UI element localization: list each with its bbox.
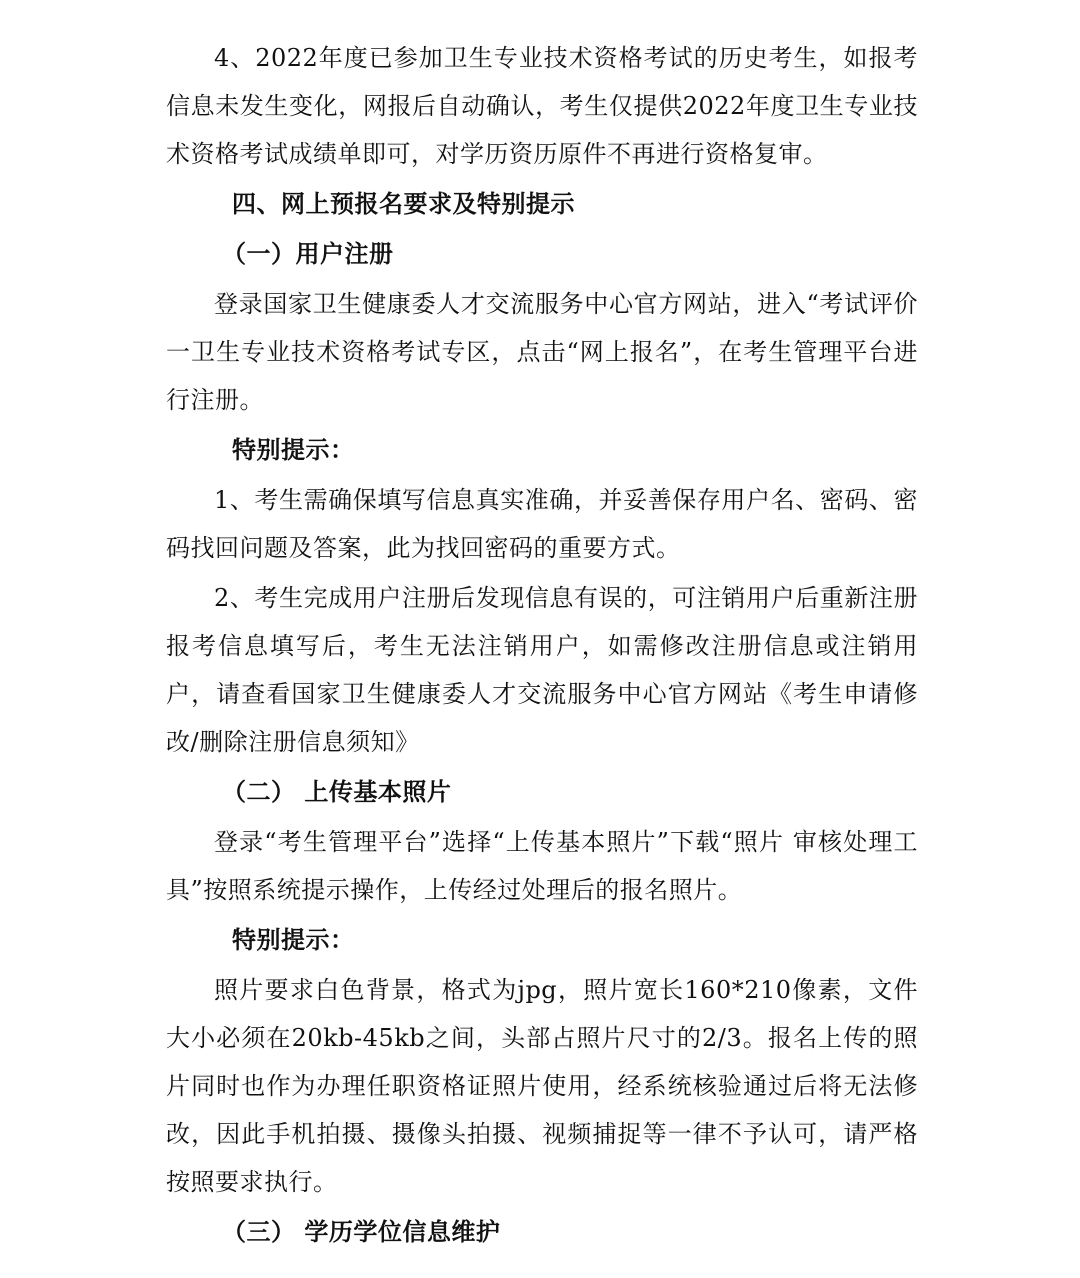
paragraph-upload-photo-body: 登录“考生管理平台”选择“上传基本照片”下载“照片 审核处理工具”按照系统提示操作，上传经过处理后的报名照片。 — [166, 828, 918, 904]
special-tip-heading: 特别提示： — [232, 926, 355, 954]
section-heading: 四、网上预报名要求及特别提示 — [232, 190, 575, 218]
subsection-heading-degree-info: （三） 学历学位信息维护 — [222, 1218, 501, 1246]
document-body — [166, 34, 918, 1258]
subsection-heading-upload-photo: （二） 上传基本照片 — [222, 778, 452, 806]
paragraph-photo-requirements: 照片要求白色背景，格式为jpg，照片宽长160*210像素，文件大小必须在20kb-45kb之间，头部占照片尺寸的2/3。报名上传的照片同时也作为办理任职资格证照片使用，经系统核验通过后将无法修改，因此手机拍摄、摄像头拍摄、视频捕捉等一律不予认可，请严格按照要求执行。 — [166, 976, 918, 1196]
paragraph-registration-body: 登录国家卫生健康委人才交流服务中心官方网站，进入“考试评价一卫生专业技术资格考试专区，点击“网上报名”，在考生管理平台进行注册。 — [166, 290, 918, 414]
paragraph-item-4: 4、2022年度已参加卫生专业技术资格考试的历史考生，如报考信息未发生变化，网报后自动确认，考生仅提供2022年度卫生专业技术资格考试成绩单即可，对学历资历原件不再进行资格复审。 — [166, 44, 918, 168]
paragraph-tip-item-1: 1、考生需确保填写信息真实准确，并妥善保存用户名、密码、密码找回问题及答案，此为找回密码的重要方式。 — [166, 486, 918, 562]
paragraph-tip-item-2: 2、考生完成用户注册后发现信息有误的，可注销用户后重新注册报考信息填写后，考生无法注销用户，如需修改注册信息或注销用户，请查看国家卫生健康委人才交流服务中心官方网站《考生申请修改/删除注册信息须知》 — [166, 584, 918, 756]
subsection-heading-user-registration: （一）用户注册 — [222, 240, 394, 268]
special-tip-heading: 特别提示： — [232, 436, 355, 464]
